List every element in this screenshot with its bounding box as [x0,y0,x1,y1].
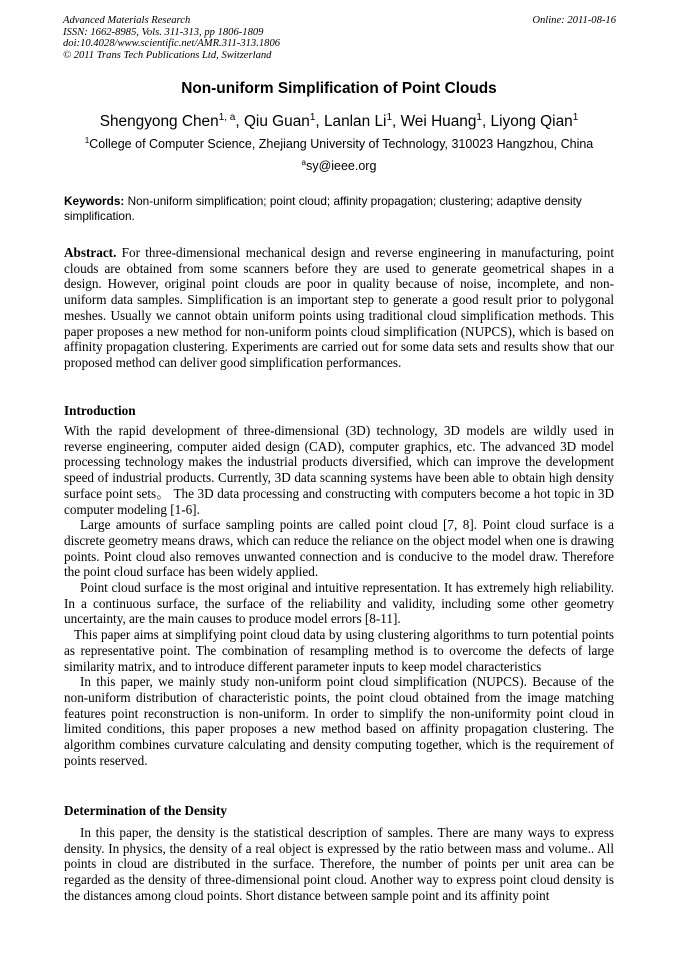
affiliation-text: College of Computer Science, Zhejiang University of Technology, 310023 Hangzhou, China [89,137,594,151]
author-name: Wei Huang [400,113,477,130]
paragraph: With the rapid development of three-dimensional (3D) technology, 3D models are wildly used in reverse engineering, computer aided design (CAD), computer graphics, etc. The advanced 3D model processing technology makes the industrial products diversified, which can improve the development speed of industrial products. Currently, 3D data scanning systems have been able to obtain high density surface point sets。 The 3D data processing and constructing with computers become a hot topic in 3D computer modeling [1-6]. [64,423,614,517]
author-affil-mark: 1 [386,111,392,123]
author-affil-mark: 1 [572,111,579,123]
author-affil-mark: 1 [476,111,482,123]
author-separator: , [235,113,244,130]
author-affil-mark: 1 [309,111,316,123]
journal-header [63,15,616,62]
email-text: sy@ieee.org [306,159,377,173]
affiliation-mark: 1 [84,135,90,145]
journal-name: Advanced Materials Research [63,15,191,26]
author-separator: , [392,113,401,130]
doi-line: doi:10.4028/www.scientific.net/AMR.311-313.1806 [63,38,281,50]
issn-line: ISSN: 1662-8985, Vols. 311-313, pp 1806-1809 [63,26,264,38]
paragraph: Point cloud surface is the most original and intuitive representation. It has extremely high reliability. In a continuous surface, the surface of the reliability and validity, including some other geometry uncertainty, are the main causes to produce model errors [8-11]. [64,580,614,627]
author-affil-mark: 1, a [218,111,236,123]
paper-title: Non-uniform Simplification of Point Clouds [181,80,497,97]
paragraph: In this paper, the density is the statistical description of samples. There are many ways to express density. In physics, the density of a real object is expressed by the ratio between mass and volume.. All points in cloud are distributed in the surface. Therefore, the number of points per unit area can be regarded as the density of three-dimensional point cloud. Another way to express point cloud density is the distances among cloud points. Short distance between sample point and its affinity point [64,825,614,903]
copyright-line: © 2011 Trans Tech Publications Ltd, Switzerland [63,50,272,62]
abstract-label: Abstract. [64,245,117,260]
introduction-body [64,423,614,768]
author-separator: , [481,113,491,130]
keywords-label: Keywords: [64,194,125,208]
keywords [64,194,614,223]
author-separator: , [315,113,324,130]
author-list [0,113,678,131]
author-name: Qiu Guan [243,113,310,130]
paragraph: In this paper, we mainly study non-uniform point cloud simplification (NUPCS). Because of the non-uniform distribution of characteristic points, the point cloud obtained from the image matching features point reconstruction is non-uniform. In order to simplify the non-uniformity point cloud in limited conditions, this paper proposes a new method based on affinity propagation clustering. The algorithm combines curvature calculating and density computing together, which is the requirement of points reserved. [64,674,614,768]
keywords-text: Non-uniform simplification; point cloud; affinity propagation; clustering; adaptive density simplification. [64,194,582,223]
online-date: Online: 2011-08-16 [532,15,616,26]
email-mark: a [301,157,307,167]
author-name: Shengyong Chen [99,113,219,130]
author-email [0,159,678,173]
paragraph: Large amounts of surface sampling points are called point cloud [7, 8]. Point cloud surface is a discrete geometry means draws, which can reduce the reliance on the object model when one is drawing points. Point cloud also removes unwanted connection and is conducive to the model draw. Therefore the point cloud surface has been widely applied. [64,517,614,580]
density-body [64,825,614,904]
abstract-text: For three-dimensional mechanical design and reverse engineering in manufacturing, point clouds are obtained from some scanners before they are used to generate geometrical shapes in a design. However, original point clouds are poor in quality because of noise, incomplete, and non-uniform data samples. Simplification is an important step to generate a good result prior to polygonal meshes. Usually we cannot obtain uniform points using traditional cloud simplification methods. This paper proposes a new method for non-uniform points cloud simplification (NUPCS), which is based on affinity propagation clustering. Experiments are carried out for some data sets and results show that our proposed method can deliver good simplification performances. [64,245,614,370]
affiliation [0,137,678,151]
author-name: Liyong Qian [490,113,573,130]
paragraph: This paper aims at simplifying point cloud data by using clustering algorithms to turn potential points as representative point. The combination of resampling method is to overcome the defects of large similarity matrix, and to introduce different parameter inputs to keep model characteristics [64,627,614,674]
section-heading-density: Determination of the Density [64,803,227,818]
abstract [64,245,614,371]
section-heading-introduction: Introduction [64,403,136,418]
author-name: Lanlan Li [323,113,387,130]
